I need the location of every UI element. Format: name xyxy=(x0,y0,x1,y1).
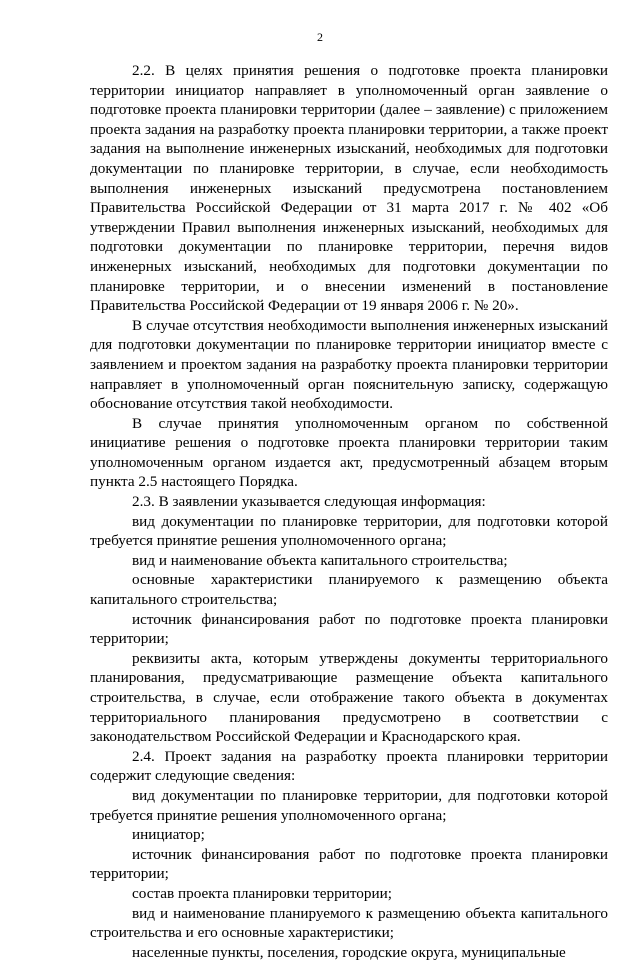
list-item: реквизиты акта, которым утверждены документы территориального планирования, предусматривающие размещение объекта капитального строительства, в случае, если отображение такого объекта в документах территориального планирования предусмотрено в соответствии с законодательством Российской Федерации и Краснодарского края. xyxy=(90,649,608,746)
list-item: вид документации по планировке территории, для подготовки которой требуется принятие решения уполномоченного органа; xyxy=(90,786,608,824)
paragraph-2-3: 2.3. В заявлении указывается следующая информация: xyxy=(132,493,486,511)
list-item: источник финансирования работ по подготовке проекта планировки территории; xyxy=(90,845,608,883)
paragraph-2-2: 2.2. В целях принятия решения о подготовке проекта планировки территории инициатор направляет в уполномоченный орган заявление о подготовке проекта планировки территории (далее – заявление) с приложением проекта задания на разработку проекта планировки территории, а также проект задания на выполнение инженерных изысканий, необходимых для подготовки документации по планировке территории, в случае, если необходимость выполнения инженерных изысканий предусмотрена постановлением Правительства Российской Федерации от 31 марта 2017 г. № 402 «Об утверждении Правил выполнения инженерных изысканий, необходимых для подготовки документации по планировке территории, перечня видов инженерных изысканий, необходимых для подготовки документации по планировке территории, и о внесении изменений в постановление Правительства Российской Федерации от 19 января 2006 г. № 20». xyxy=(90,62,608,315)
paragraph-2-4: 2.4. Проект задания на разработку проекта планировки территории содержит следующие сведения: xyxy=(90,747,608,785)
list-item: вид и наименование планируемого к размещению объекта капитального строительства и его основные характеристики; xyxy=(90,904,608,942)
paragraph-own-initiative: В случае принятия уполномоченным органом по собственной инициативе решения о подготовке проекта планировки территории таким уполномоченным органом издается акт, предусмотренный абзацем вторым пункта 2.5 настоящего Порядка. xyxy=(90,414,608,491)
list-item: инициатор; xyxy=(132,826,205,844)
list-item: вид и наименование объекта капитального строительства; xyxy=(132,551,508,569)
list-item: основные характеристики планируемого к размещению объекта капитального строительства; xyxy=(90,571,608,609)
document-body xyxy=(90,61,608,962)
list-item: состав проекта планировки территории; xyxy=(132,884,392,902)
list-item: населенные пункты, поселения, городские округа, муниципальные xyxy=(132,943,566,961)
paragraph-no-surveys: В случае отсутствия необходимости выполнения инженерных изысканий для подготовки документации по планировке территории инициатор вместе с заявлением и проектом задания на разработку проекта планировки территории направляет в уполномоченный орган пояснительную записку, содержащую обоснование отсутствия такой необходимости. xyxy=(90,316,608,413)
page-number: 2 xyxy=(317,30,323,44)
list-item: источник финансирования работ по подготовке проекта планировки территории; xyxy=(90,610,608,648)
list-item: вид документации по планировке территории, для подготовки которой требуется принятие решения уполномоченного органа; xyxy=(90,512,608,550)
